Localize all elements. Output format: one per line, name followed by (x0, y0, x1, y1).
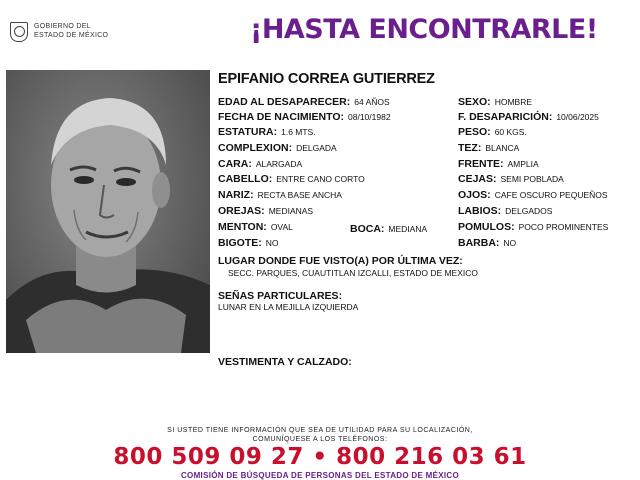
field-label: ESTATURA: (218, 126, 278, 138)
field-label: LABIOS: (458, 205, 502, 217)
field-value: HOMBRE (494, 97, 532, 107)
field-label: COMPLEXION: (218, 142, 293, 154)
last-seen-label: LUGAR DONDE FUE VISTO(A) POR ÚLTIMA VEZ: (218, 255, 463, 267)
field-value: BLANCA (485, 143, 520, 153)
field-label: EDAD AL DESAPARECER: (218, 96, 351, 108)
phone-numbers: 800 509 09 27 • 800 216 03 61 (113, 444, 527, 470)
field-value: DELGADA (296, 143, 337, 153)
government-line2: ESTADO DE MÉXICO (34, 32, 109, 39)
field-eyes (458, 189, 608, 202)
field-value: ALARGADA (255, 159, 303, 169)
field-value: 60 KGS. (494, 127, 527, 137)
field-label: PESO: (458, 126, 491, 138)
person-photo (6, 70, 210, 353)
field-value: 64 AÑOS (354, 97, 390, 107)
government-logo (10, 20, 120, 48)
field-face (218, 158, 302, 171)
field-value: MEDIANAS (268, 206, 314, 216)
field-age (218, 96, 390, 109)
field-label: BARBA: (458, 237, 500, 249)
government-line1: GOBIERNO DEL (34, 23, 91, 30)
field-label: TEZ: (458, 142, 482, 154)
marks-value: LUNAR EN LA MEJILLA IZQUIERDA (218, 302, 359, 312)
field-label: MENTON: (218, 221, 267, 233)
field-label: CEJAS: (458, 173, 497, 185)
contact-note-line1: SI USTED TIENE INFORMACIÓN QUE SEA DE UTILIDAD PARA SU LOCALIZACIÓN, (167, 427, 473, 434)
field-label: SEXO: (458, 96, 491, 108)
field-label: BOCA: (350, 223, 385, 235)
field-label: CABELLO: (218, 173, 273, 185)
field-disappearance-date (458, 111, 599, 124)
field-value: DELGADOS (505, 206, 553, 216)
field-ears (218, 205, 313, 218)
headline: ¡HASTA ENCONTRARLE! (250, 14, 598, 45)
field-label: OJOS: (458, 189, 491, 201)
field-value: 10/06/2025 (556, 112, 599, 122)
field-value: RECTA BASE ANCHA (257, 190, 342, 200)
field-value: MEDIANA (388, 224, 428, 234)
state-shield-icon (10, 22, 28, 42)
field-label: BIGOTE: (218, 237, 262, 249)
field-skin-tone (458, 142, 519, 155)
field-mustache (218, 237, 279, 250)
field-value: OVAL (270, 222, 293, 232)
field-height (218, 126, 316, 139)
person-name: EPIFANIO CORREA GUTIERREZ (218, 71, 435, 87)
field-birth-date (218, 111, 391, 124)
field-label: POMULOS: (458, 221, 515, 233)
field-value: NO (265, 238, 279, 248)
field-label: FECHA DE NACIMIENTO: (218, 111, 344, 123)
field-mouth (350, 223, 427, 236)
field-eyebrows (458, 173, 564, 186)
field-hair (218, 173, 365, 186)
field-value: POCO PROMINENTES (518, 222, 609, 232)
field-sex (458, 96, 532, 109)
field-label: CARA: (218, 158, 252, 170)
field-label: F. DESAPARICIÓN: (458, 111, 553, 123)
field-value: NO (503, 238, 517, 248)
marks-label: SEÑAS PARTICULARES: (218, 290, 343, 302)
government-name (34, 22, 134, 40)
last-seen-value: SECC. PARQUES, CUAUTITLAN IZCALLI, ESTADO DE MEXICO (228, 268, 479, 278)
field-beard (458, 237, 516, 250)
field-lips (458, 205, 552, 218)
field-value: ENTRE CANO CORTO (276, 174, 365, 184)
contact-note-line2: COMUNÍQUESE A LOS TELÉFONOS: (252, 436, 388, 443)
field-label: NARIZ: (218, 189, 254, 201)
field-value: 1.6 MTS. (281, 127, 316, 137)
commission-name: COMISIÓN DE BÚSQUEDA DE PERSONAS DEL ESTADO DE MÉXICO (180, 471, 459, 480)
field-value: AMPLIA (507, 159, 539, 169)
field-nose (218, 189, 342, 202)
field-value: 08/10/1982 (348, 112, 391, 122)
field-weight (458, 126, 527, 139)
field-cheekbones (458, 221, 608, 234)
field-value: CAFE OSCURO PEQUEÑOS (494, 190, 608, 200)
field-value: SEMI POBLADA (500, 174, 564, 184)
clothing-label: VESTIMENTA Y CALZADO: (218, 356, 352, 368)
field-label: FRENTE: (458, 158, 504, 170)
field-chin (218, 221, 293, 234)
field-label: OREJAS: (218, 205, 265, 217)
field-forehead (458, 158, 539, 171)
field-complexion (218, 142, 337, 155)
